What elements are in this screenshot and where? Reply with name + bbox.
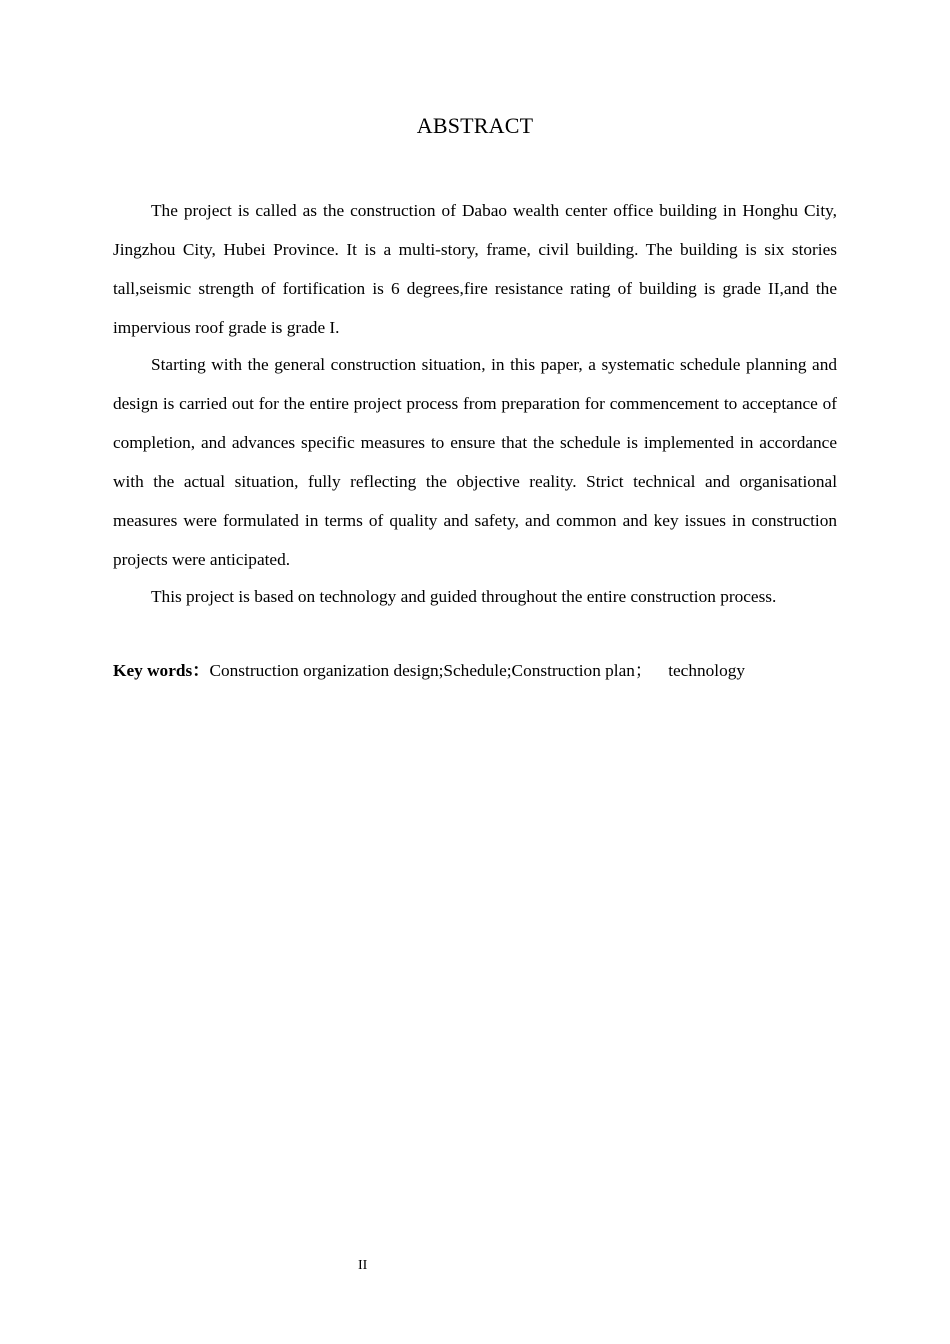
keywords-list: Construction organization design;Schedule;Construction plan； [209,661,653,680]
page-number: II [358,1258,368,1273]
keywords-extra: technology [668,661,745,680]
abstract-paragraph-3: This project is based on technology and guided throughout the entire construction process. [151,587,777,606]
abstract-body [113,191,837,616]
keywords-line [113,658,873,684]
keywords-separator: ： [192,661,210,680]
keywords-label: Key words [113,661,193,680]
abstract-title: ABSTRACT [416,113,534,138]
abstract-paragraph-2: Starting with the general construction situation, in this paper, a systematic schedule planning and design is carried out for the entire project process from preparation for commencement to acceptance of completion, and advances specific measures to ensure that the schedule is implemented in accordance with the actual situation, fully reflecting the objective reality. Strict technical and organisational measures were formulated in terms of quality and safety, and common and key issues in construction projects were anticipated. [113,355,837,569]
abstract-paragraph-1: The project is called as the construction of Dabao wealth center office building in Honghu City, Jingzhou City, Hubei Province. It is a multi-story, frame, civil building. The building is six stories tall,seismic strength of fortification is 6 degrees,fire resistance rating of building is grade II,and the impervious roof grade is grade I. [113,201,837,337]
